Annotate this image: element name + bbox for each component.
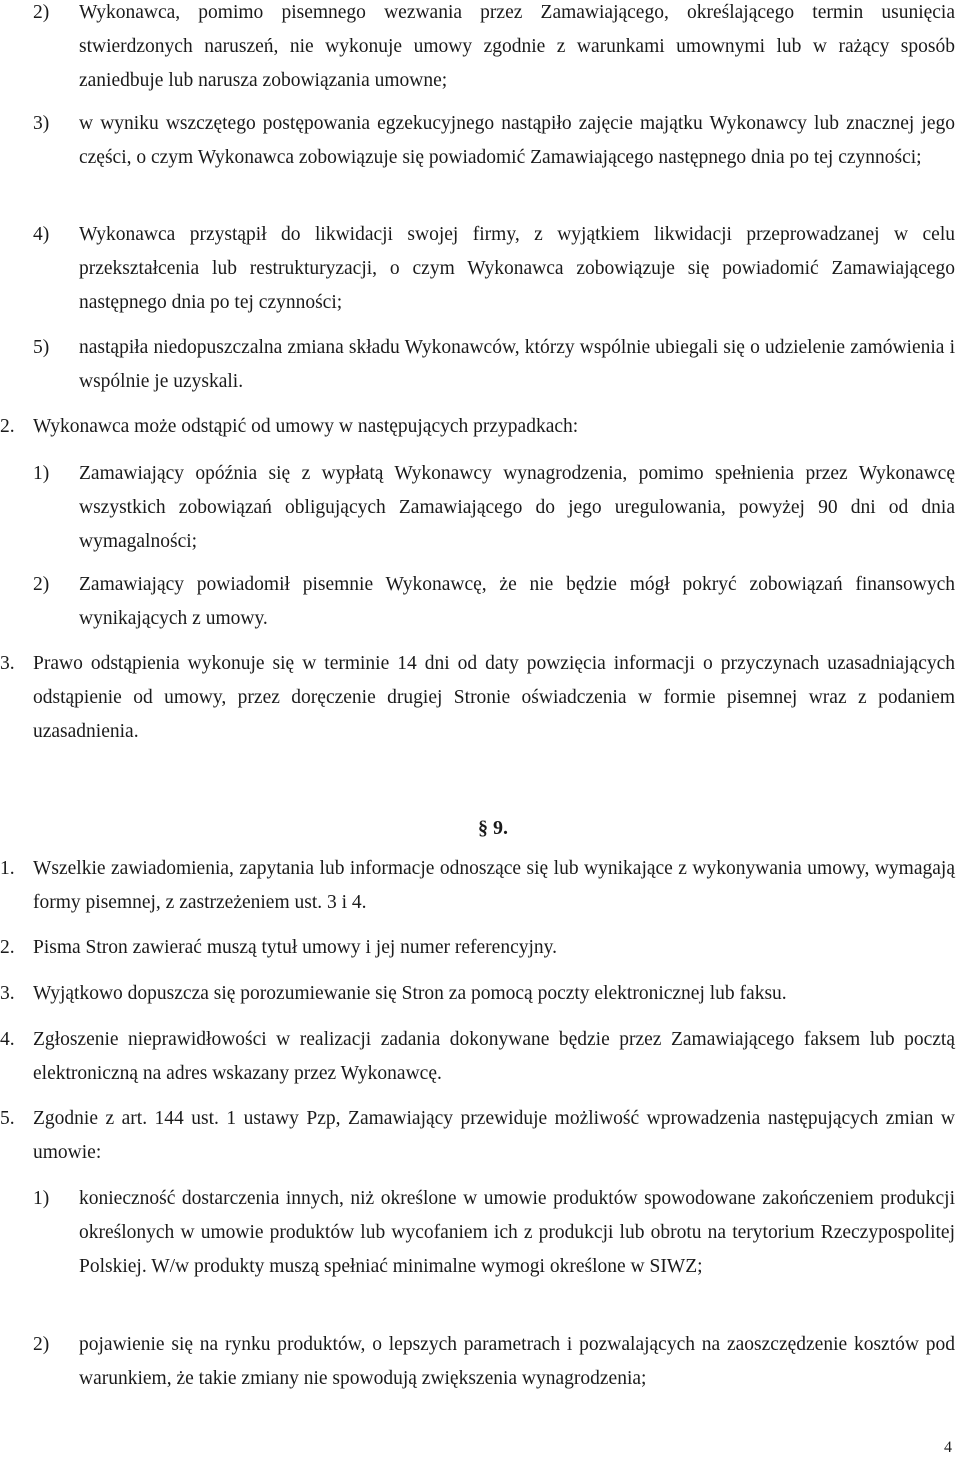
list-item — [33, 568, 955, 636]
paragraph — [0, 931, 955, 965]
paragraph-text: Wszelkie zawiadomienia, zapytania lub informacje odnoszące się lub wynikające z wykonywania umowy, wymagają formy pisemnej, z zastrzeżeniem ust. 3 i 4. — [33, 858, 955, 913]
paragraph-number: 2. — [0, 937, 15, 958]
paragraph-text: Pisma Stron zawierać muszą tytuł umowy i jej numer referencyjny. — [33, 937, 557, 958]
list-item — [33, 331, 955, 399]
list-item — [33, 218, 955, 320]
list-item — [33, 107, 955, 175]
item-text: Zamawiający powiadomił pisemnie Wykonawcę, że nie będzie mógł pokryć zobowiązań finansowych wynikających z umowy. — [79, 574, 955, 629]
paragraph-text: Wykonawca może odstąpić od umowy w następujących przypadkach: — [33, 416, 579, 437]
item-text: w wyniku wszczętego postępowania egzekucyjnego nastąpiło zajęcie majątku Wykonawcy lub znacznej jego części, o czym Wykonawca zobowiązuje się powiadomić Zamawiającego następnego dnia po tej czynności; — [79, 113, 955, 168]
paragraph — [0, 977, 955, 1011]
item-text: nastąpiła niedopuszczalna zmiana składu Wykonawców, którzy wspólnie ubiegali się o udzielenie zamówienia i wspólnie je uzyskali. — [79, 337, 955, 392]
paragraph — [0, 647, 955, 749]
section-heading: § 9. — [478, 817, 508, 839]
list-item — [33, 457, 955, 559]
item-number: 1) — [33, 463, 50, 484]
paragraph-number: 3. — [0, 653, 15, 674]
list-item — [33, 0, 955, 98]
item-number: 2) — [33, 2, 50, 23]
paragraph-text: Zgłoszenie nieprawidłowości w realizacji zadania dokonywane będzie przez Zamawiającego faksem lub pocztą elektroniczną na adres wskazany przez Wykonawcę. — [33, 1029, 955, 1084]
paragraph-number: 4. — [0, 1029, 15, 1050]
paragraph-number: 2. — [0, 416, 15, 437]
paragraph-text: Prawo odstąpienia wykonuje się w terminie 14 dni od daty powzięcia informacji o przyczynach uzasadniających odstąpienie od umowy, przez doręczenie drugiej Stronie oświadczenia w formie pisemnej wraz z podaniem uzasadnienia. — [33, 653, 955, 742]
paragraph — [0, 852, 955, 920]
paragraph-number: 1. — [0, 858, 15, 879]
list-item — [33, 1182, 955, 1284]
item-number: 3) — [33, 113, 50, 134]
item-number: 5) — [33, 337, 50, 358]
item-text: pojawienie się na rynku produktów, o lepszych parametrach i pozwalających na zaoszczędzenie kosztów pod warunkiem, że takie zmiany nie spowodują zwiększenia wynagrodzenia; — [79, 1334, 955, 1389]
page-number: 4 — [944, 1439, 952, 1456]
item-number: 2) — [33, 1334, 50, 1355]
paragraph — [0, 410, 955, 444]
item-number: 4) — [33, 224, 50, 245]
list-item — [33, 1328, 955, 1396]
paragraph-text: Zgodnie z art. 144 ust. 1 ustawy Pzp, Zamawiający przewiduje możliwość wprowadzenia następujących zmian w umowie: — [33, 1108, 955, 1163]
item-text: Wykonawca przystąpił do likwidacji swojej firmy, z wyjątkiem likwidacji przeprowadzanej w celu przekształcenia lub restrukturyzacji, o czym Wykonawca zobowiązuje się powiadomić Zamawiającego następnego dnia po tej czynności; — [79, 224, 955, 313]
paragraph — [0, 1102, 955, 1170]
item-number: 2) — [33, 574, 50, 595]
item-text: Wykonawca, pomimo pisemnego wezwania przez Zamawiającego, określającego termin usunięcia stwierdzonych naruszeń, nie wykonuje umowy zgodnie z warunkami umownymi lub w rażący sposób zaniedbuje lub narusza zobowiązania umowne; — [79, 2, 955, 91]
item-number: 1) — [33, 1188, 50, 1209]
paragraph-number: 5. — [0, 1108, 15, 1129]
item-text: Zamawiający opóźnia się z wypłatą Wykonawcy wynagrodzenia, pomimo spełnienia przez Wykonawcę wszystkich zobowiązań obligujących Zamawiającego do jego uregulowania, powyżej 90 dni od dnia wymagalności; — [79, 463, 955, 552]
paragraph — [0, 1023, 955, 1091]
paragraph-text: Wyjątkowo dopuszcza się porozumiewanie się Stron za pomocą poczty elektronicznej lub faksu. — [33, 983, 787, 1004]
item-text: konieczność dostarczenia innych, niż określone w umowie produktów spowodowane zakończeniem produkcji określonych w umowie produktów lub wycofaniem ich z produkcji lub obrotu na terytorium Rzeczypospolitej Polskiej. W/w produkty muszą spełniać minimalne wymogi określone w SIWZ; — [79, 1188, 955, 1277]
paragraph-number: 3. — [0, 983, 15, 1004]
